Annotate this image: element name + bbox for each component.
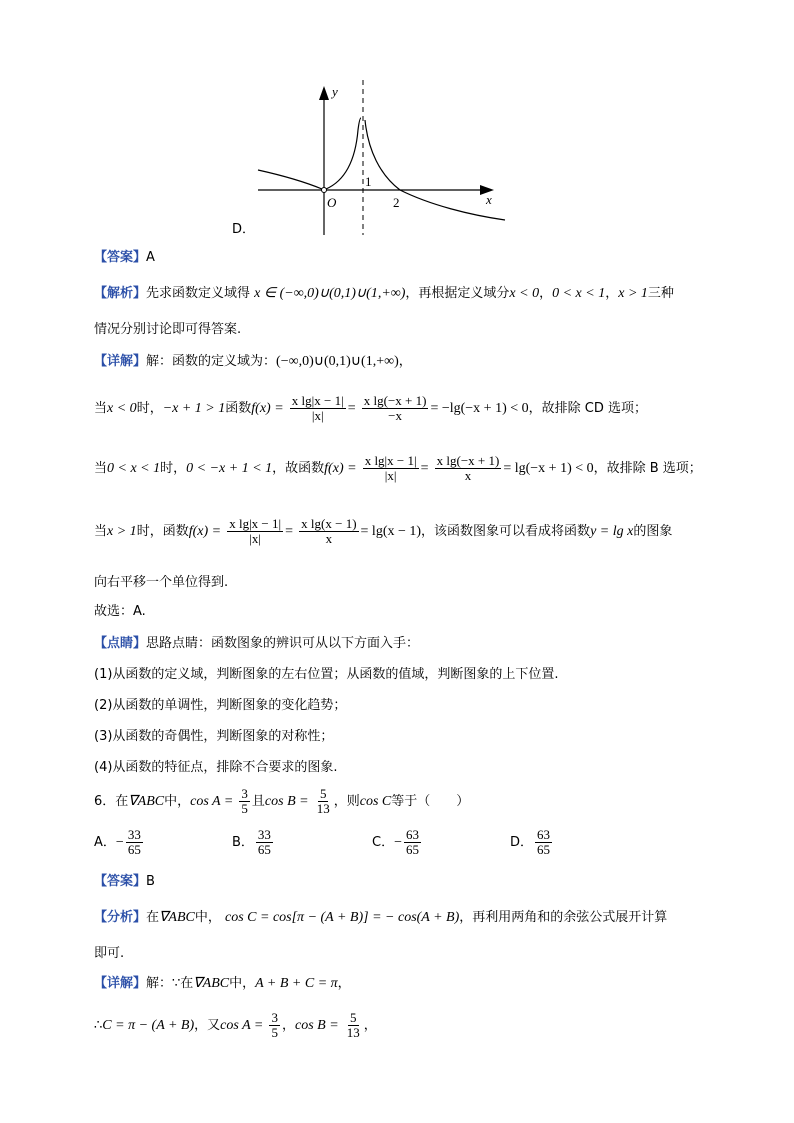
analysis-cond-1: x < 0 xyxy=(509,286,540,301)
detail-domain: (−∞,0)∪(0,1)∪(1,+∞) xyxy=(276,354,399,369)
analysis-text-a: 先求函数定义域得 xyxy=(146,286,251,301)
q6-answer-tag: 【答案】 xyxy=(94,874,147,889)
q6-detail-line: 【详解】解：∵在∇ABC中，A + B + C = π， xyxy=(94,976,351,991)
case-2-frac-1: $\frac{\text{x lg|x − 1|}}{|x|}$ xyxy=(364,453,417,483)
case-1-end: ，故排除 CD 选项； xyxy=(528,401,647,416)
option-d-label: D． xyxy=(232,222,256,237)
x-axis-label: x xyxy=(486,192,492,207)
analysis-text-d: 三种 xyxy=(647,286,674,301)
case-3-cond: x > 1 xyxy=(107,524,137,539)
choose-line: 故选：A. xyxy=(94,604,146,619)
case-3-end: ，该函数图象可以看成将函数 xyxy=(421,524,591,539)
q6-frac-b: $\frac{5}{13}$ xyxy=(316,786,330,816)
q6-stem xyxy=(94,784,469,820)
case-1-a: 当 xyxy=(94,401,108,416)
q6-option-d: D． $\frac{63}{65}$ xyxy=(510,827,551,857)
detail-comma: ， xyxy=(398,354,412,369)
function-graph xyxy=(0,0,794,250)
origin-point xyxy=(322,188,327,193)
analysis-domain: x ∈ (−∞,0)∪(0,1)∪(1,+∞) xyxy=(254,286,406,301)
q6-detail-tag: 【详解】 xyxy=(94,976,147,991)
answer-tag: 【答案】 xyxy=(94,250,147,265)
case-1-b: 时， xyxy=(136,401,163,416)
tick-1-label: 1 xyxy=(365,174,372,189)
analysis-tag: 【解析】 xyxy=(94,286,147,301)
case-2-f: f(x) = xyxy=(324,461,357,476)
answer-value: A xyxy=(146,250,155,265)
case-1-frac-2: $\frac{\text{x lg(−x + 1)}}{-x}$ xyxy=(363,393,427,423)
case-2-d: ，故函数 xyxy=(272,461,325,476)
case-1-c: −x + 1 > 1 xyxy=(162,401,226,416)
answer-line xyxy=(94,250,155,266)
origin-label: O xyxy=(327,195,337,210)
case-3-end-2: 的图象 xyxy=(633,524,673,539)
analysis-cond-2: 0 < x < 1 xyxy=(552,286,606,301)
tip-intro: 思路点睛：函数图象的辨识可从以下方面入手： xyxy=(146,636,420,651)
q6-stem-d: ，则 xyxy=(333,794,360,809)
y-axis-arrow xyxy=(319,86,329,100)
tick-2-label: 2 xyxy=(393,195,400,210)
case-2-line: 当0 < x < 1时，0 < −x + 1 < 1，故函数f(x) = $\frac{\text{x lg|x − 1|}}{|x|}$ = $\frac{\text{x lg(−x + 1)}}{x}$ = lg(−x + 1) < 0，故排除 B 选项； xyxy=(94,453,702,483)
case-2-tail: = lg(−x + 1) < 0 xyxy=(503,461,594,476)
case-2-a: 当 xyxy=(94,461,108,476)
q6-frac-a: $\frac{3}{5}$ xyxy=(241,786,248,816)
tip-item-4: (4)从函数的特征点，排除不合要求的图象. xyxy=(94,760,338,775)
analysis-cond-3: x > 1 xyxy=(618,286,648,301)
case-1-line: 当x < 0时，−x + 1 > 1函数f(x) = $\frac{\text{x lg|x − 1|}}{|x|}$ = $\frac{\text{x lg(−x + 1)}}{-x}$ = −lg(−x + 1) < 0，故排除 CD 选项； xyxy=(94,393,647,423)
case-1-f: f(x) = xyxy=(251,401,284,416)
case-3-f: f(x) = xyxy=(188,524,222,539)
tip-item-2: (2)从函数的单调性，判断图象的变化趋势； xyxy=(94,698,347,713)
q6-cosB: cos B = xyxy=(264,794,309,809)
q6-triangle: ∇ABC xyxy=(128,794,165,809)
detail-text: 解：函数的定义域为： xyxy=(146,354,277,369)
q6-option-b: B． $\frac{33}{65}$ xyxy=(232,827,271,857)
q6-stem-e: 等于（ ） xyxy=(391,794,470,809)
curve-middle-branch xyxy=(326,118,361,189)
case-2-frac-2: $\frac{\text{x lg(−x + 1)}}{x}$ xyxy=(436,453,500,483)
q6-analysis-line-2: 即可. xyxy=(94,946,125,961)
curve-right-branch xyxy=(365,120,505,220)
q6-last-line: ∴C = π − (A + B)，又cos A = $\frac{3}{5}$ ，cos B = $\frac{5}{13}$ ， xyxy=(94,1010,377,1040)
case-1-tail: = −lg(−x + 1) < 0 xyxy=(430,401,529,416)
y-axis-label: y xyxy=(332,84,338,99)
q6-cosC: cos C xyxy=(359,794,392,809)
case-2-cond: 0 < x < 1 xyxy=(107,461,161,476)
case-3-b: 时，函数 xyxy=(136,524,189,539)
case-3-frac-2: $\frac{\text{x lg(x − 1)}}{x}$ xyxy=(301,516,357,546)
analysis-text-b: ，再根据定义域分 xyxy=(405,286,510,301)
case-1-d: 函数 xyxy=(225,401,252,416)
analysis-line-2: 情况分别讨论即可得答案. xyxy=(94,322,242,337)
curve-left-branch xyxy=(258,170,322,189)
q6-stem-c: 且 xyxy=(251,794,265,809)
q6-stem-a: 6．在 xyxy=(94,794,129,809)
case-3-line-2: 向右平移一个单位得到. xyxy=(94,575,229,590)
detail-line-1 xyxy=(94,354,412,370)
analysis-line-1 xyxy=(94,286,674,302)
case-2-end: ，故排除 B 选项； xyxy=(593,461,702,476)
case-3-frac-1: $\frac{\text{x lg|x − 1|}}{|x|}$ xyxy=(229,516,282,546)
q6-analysis-tag: 【分析】 xyxy=(94,910,147,925)
q6-cosA: cos A = xyxy=(190,794,234,809)
case-1-frac-1: $\frac{\text{x lg|x − 1|}}{|x|}$ xyxy=(291,393,344,423)
q6-stem-b: 中， xyxy=(164,794,191,809)
q6-answer-line xyxy=(94,874,155,890)
tip-item-3: (3)从函数的奇偶性，判断图象的对称性； xyxy=(94,729,334,744)
analysis-sep-1: ， xyxy=(539,286,553,301)
q6-option-a: A．− $\frac{33}{65}$ xyxy=(94,827,141,857)
analysis-sep-2: ， xyxy=(605,286,619,301)
case-3-tail: = lg(x − 1) xyxy=(360,524,422,539)
q6-analysis-formula: cos C = cos[π − (A + B)] = − cos(A + B) xyxy=(225,910,460,925)
case-3-line: 当x > 1时，函数f(x) = $\frac{\text{x lg|x − 1|}}{|x|}$ = $\frac{\text{x lg(x − 1)}}{x}$ = lg(x − 1)，该函数图象可以看成将函数y = lg x的图象 xyxy=(94,516,673,546)
case-3-func: y = lg x xyxy=(590,524,634,539)
q6-answer-value: B xyxy=(146,874,155,889)
q6-option-c: C．− $\frac{63}{65}$ xyxy=(372,827,419,857)
tip-item-1: (1)从函数的定义域，判断图象的左右位置；从函数的值域，判断图象的上下位置. xyxy=(94,667,559,682)
case-1-cond: x < 0 xyxy=(107,401,137,416)
detail-tag: 【详解】 xyxy=(94,354,147,369)
case-2-c: 0 < −x + 1 < 1 xyxy=(186,461,273,476)
case-2-b: 时， xyxy=(160,461,187,476)
q6-analysis-line-1: 【分析】在∇ABC中， cos C = cos[π − (A + B)] = − cos(A + B)，再利用两角和的余弦公式展开计算 xyxy=(94,910,668,925)
case-3-a: 当 xyxy=(94,524,108,539)
tip-line xyxy=(94,636,419,652)
tip-tag: 【点睛】 xyxy=(94,636,147,651)
